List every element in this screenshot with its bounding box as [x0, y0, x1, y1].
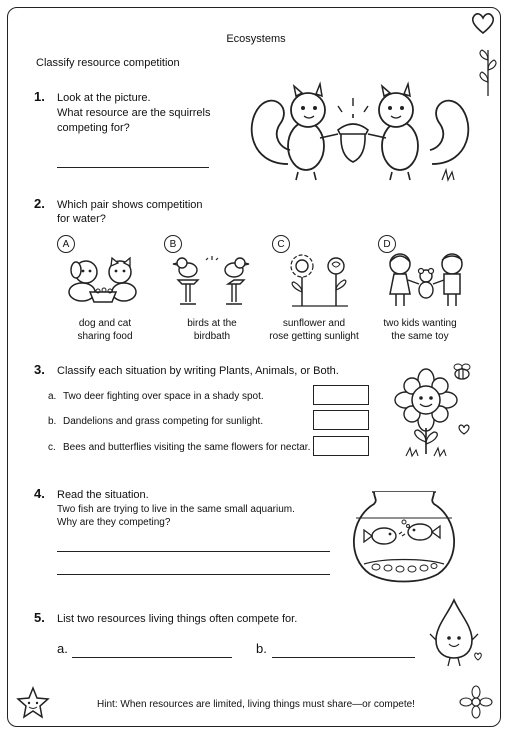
option-a-caption-line2: sharing food [77, 331, 133, 342]
q2-line2: for water? [57, 213, 106, 225]
worksheet-title: Ecosystems [226, 33, 286, 45]
option-c-bubble[interactable]: C [272, 235, 290, 253]
q5-b-answer-line[interactable] [272, 657, 415, 658]
q2-line1: Which pair shows competition [57, 199, 203, 211]
squirrels-acorn-image [240, 84, 480, 184]
q1-line2: What resource are the squirrels [57, 107, 211, 119]
worksheet-subtitle: Classify resource competition [36, 57, 180, 69]
q1-line1: Look at the picture. [57, 92, 151, 104]
two-kids-with-toy-image [384, 250, 468, 310]
q3-item-a-answer-box[interactable] [313, 385, 369, 405]
option-a-bubble[interactable]: A [57, 235, 75, 253]
option-b-caption-line1: birds at the [187, 318, 237, 329]
q4-number: 4. [34, 486, 45, 501]
option-a-caption-line1: dog and cat [78, 318, 132, 329]
q4-line1: Read the situation. [57, 489, 149, 501]
q2-number: 2. [34, 196, 45, 211]
q3-item-a-text: Two deer fighting over space in a shady spot. [63, 391, 264, 402]
q1-number: 1. [34, 89, 45, 104]
option-b-bubble[interactable]: B [164, 235, 182, 253]
q5-a-label: a. [57, 641, 68, 656]
q3-prompt: Classify each situation by writing Plants, Animals, or Both. [57, 365, 339, 377]
q4-answer-line-1[interactable] [57, 551, 330, 552]
q3-item-c-label: c. [48, 442, 56, 453]
footer-hint: Hint: When resources are limited, living things must share—or compete! [97, 699, 415, 710]
dog-and-cat-image [64, 256, 144, 306]
q5-b-label: b. [256, 641, 267, 656]
q5-prompt: List two resources living things often compete for. [57, 613, 298, 625]
fishbowl-image [344, 488, 464, 584]
q4-line3: Why are they competing? [57, 517, 171, 528]
q5-a-answer-line[interactable] [72, 657, 232, 658]
q4-answer-line-2[interactable] [57, 574, 330, 575]
option-c-caption-line1: sunflower and [282, 318, 346, 329]
q3-item-b-answer-box[interactable] [313, 410, 369, 430]
q3-item-c-text: Bees and butterflies visiting the same flowers for nectar. [63, 442, 311, 453]
q3-item-c-answer-box[interactable] [313, 436, 369, 456]
q5-number: 5. [34, 610, 45, 625]
option-c-caption-line2: rose getting sunlight [269, 331, 359, 342]
q3-item-b-text: Dandelions and grass competing for sunlight. [63, 416, 264, 427]
option-d-bubble[interactable]: D [378, 235, 396, 253]
option-d-caption-line1: two kids wanting [383, 318, 457, 329]
option-d-caption-line2: the same toy [391, 331, 449, 342]
q4-line2: Two fish are trying to live in the same small aquarium. [57, 504, 295, 515]
smiling-flower-image [392, 362, 478, 458]
sunflower-and-rose-image [282, 252, 358, 308]
q1-answer-line[interactable] [57, 167, 209, 168]
q1-line3: competing for? [57, 122, 130, 134]
option-b-caption-line2: birdbath [193, 331, 231, 342]
water-drop-image [424, 596, 486, 670]
q3-item-b-label: b. [48, 416, 57, 427]
q3-item-a-label: a. [48, 391, 57, 402]
q3-number: 3. [34, 362, 45, 377]
birds-at-birdbath-image [172, 254, 252, 308]
